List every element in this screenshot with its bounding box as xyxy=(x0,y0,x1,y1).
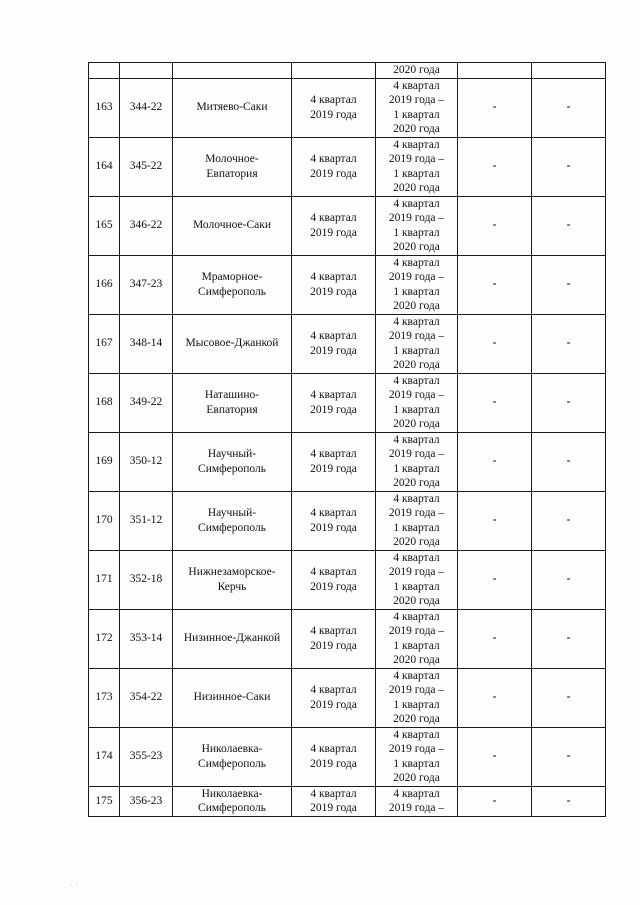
cell-empty xyxy=(532,63,606,79)
cell-dash: - xyxy=(458,786,532,816)
cell-period: 4 квартал 2019 года – 1 квартал 2020 года xyxy=(376,550,458,609)
cell-start-date: 4 квартал 2019 года xyxy=(292,196,376,255)
cell-dash: - xyxy=(458,78,532,137)
cell-dash: - xyxy=(532,609,606,668)
cell-dash: - xyxy=(458,137,532,196)
table-row xyxy=(89,550,606,609)
cell-dash: - xyxy=(532,314,606,373)
table-row xyxy=(89,727,606,786)
table-row xyxy=(89,196,606,255)
table-row xyxy=(89,786,606,816)
cell-start-date: 4 квартал 2019 года xyxy=(292,550,376,609)
cell-route-code: 354-22 xyxy=(120,668,173,727)
cell-start-date: 4 квартал 2019 года xyxy=(292,668,376,727)
cell-dash: - xyxy=(532,491,606,550)
cell-route-code: 356-23 xyxy=(120,786,173,816)
cell-start-date: 4 квартал 2019 года xyxy=(292,314,376,373)
cell-period: 4 квартал 2019 года – 1 квартал 2020 года xyxy=(376,609,458,668)
cell-route-code: 350-12 xyxy=(120,432,173,491)
cell-dash: - xyxy=(532,550,606,609)
cell-route-code: 344-22 xyxy=(120,78,173,137)
cell-route-name: Низинное-Саки xyxy=(173,668,292,727)
cell-route-name: Николаевка- Симферополь xyxy=(173,727,292,786)
cell-dash: - xyxy=(532,432,606,491)
cell-dash: - xyxy=(458,314,532,373)
cell-row-number: 163 xyxy=(89,78,120,137)
cell-route-code: 346-22 xyxy=(120,196,173,255)
cell-route-name: Нижнезаморское- Керчь xyxy=(173,550,292,609)
cell-dash: - xyxy=(458,255,532,314)
cell-period: 4 квартал 2019 года – 1 квартал 2020 года xyxy=(376,137,458,196)
cell-route-code: 352-18 xyxy=(120,550,173,609)
cell-route-name: Наташино- Евпатория xyxy=(173,373,292,432)
cell-period: 4 квартал 2019 года – 1 квартал 2020 года xyxy=(376,196,458,255)
cell-dash: - xyxy=(458,491,532,550)
cell-row-number: 174 xyxy=(89,727,120,786)
cell-period: 4 квартал 2019 года – 1 квартал 2020 года xyxy=(376,314,458,373)
table-row xyxy=(89,137,606,196)
cell-dash: - xyxy=(458,609,532,668)
table-row-continuation xyxy=(89,63,606,79)
cell-route-code: 351-12 xyxy=(120,491,173,550)
cell-period: 4 квартал 2019 года – 1 квартал 2020 года xyxy=(376,727,458,786)
cell-dash: - xyxy=(532,373,606,432)
cell-row-number: 169 xyxy=(89,432,120,491)
cell-dash: - xyxy=(458,373,532,432)
cell-row-number: 170 xyxy=(89,491,120,550)
cell-row-number: 173 xyxy=(89,668,120,727)
table-row xyxy=(89,432,606,491)
cell-start-date: 4 квартал 2019 года xyxy=(292,432,376,491)
cell-dash: - xyxy=(532,78,606,137)
cell-period: 4 квартал 2019 года – 1 квартал 2020 года xyxy=(376,432,458,491)
cell-dash: - xyxy=(532,137,606,196)
cell-route-code: 353-14 xyxy=(120,609,173,668)
cell-row-number: 167 xyxy=(89,314,120,373)
cell-dash: - xyxy=(458,196,532,255)
cell-dash: - xyxy=(532,727,606,786)
table-row xyxy=(89,314,606,373)
cell-row-number: 165 xyxy=(89,196,120,255)
table-row xyxy=(89,668,606,727)
cell-route-name: Низинное-Джанкой xyxy=(173,609,292,668)
route-schedule-table xyxy=(88,62,606,817)
cell-row-number: 168 xyxy=(89,373,120,432)
cell-route-name: Научный- Симферополь xyxy=(173,432,292,491)
cell-period: 2020 года xyxy=(376,63,458,79)
cell-route-name: Мысовое-Джанкой xyxy=(173,314,292,373)
cell-empty xyxy=(120,63,173,79)
cell-row-number: 171 xyxy=(89,550,120,609)
cell-start-date: 4 квартал 2019 года xyxy=(292,786,376,816)
cell-dash: - xyxy=(458,668,532,727)
cell-dash: - xyxy=(458,727,532,786)
cell-start-date: 4 квартал 2019 года xyxy=(292,78,376,137)
cell-route-code: 347-23 xyxy=(120,255,173,314)
cell-route-code: 355-23 xyxy=(120,727,173,786)
cell-row-number: 172 xyxy=(89,609,120,668)
table-row xyxy=(89,609,606,668)
cell-route-code: 345-22 xyxy=(120,137,173,196)
cell-row-number: 166 xyxy=(89,255,120,314)
table-row xyxy=(89,255,606,314)
cell-route-name: Мраморное- Симферополь xyxy=(173,255,292,314)
cell-dash: - xyxy=(532,668,606,727)
cell-dash: - xyxy=(532,786,606,816)
cell-empty xyxy=(89,63,120,79)
cell-route-name: Николаевка- Симферополь xyxy=(173,786,292,816)
cell-start-date: 4 квартал 2019 года xyxy=(292,727,376,786)
cell-row-number: 175 xyxy=(89,786,120,816)
table-row xyxy=(89,78,606,137)
cell-period: 4 квартал 2019 года – 1 квартал 2020 года xyxy=(376,668,458,727)
cell-dash: - xyxy=(458,550,532,609)
scan-speck: · · xyxy=(70,880,79,890)
cell-empty xyxy=(173,63,292,79)
cell-start-date: 4 квартал 2019 года xyxy=(292,373,376,432)
cell-start-date: 4 квартал 2019 года xyxy=(292,137,376,196)
cell-route-name: Молочное-Саки xyxy=(173,196,292,255)
cell-route-name: Молочное- Евпатория xyxy=(173,137,292,196)
cell-dash: - xyxy=(532,255,606,314)
cell-route-code: 349-22 xyxy=(120,373,173,432)
cell-empty xyxy=(292,63,376,79)
cell-start-date: 4 квартал 2019 года xyxy=(292,491,376,550)
cell-route-name: Митяево-Саки xyxy=(173,78,292,137)
cell-dash: - xyxy=(532,196,606,255)
cell-dash: - xyxy=(458,432,532,491)
cell-route-name: Научный- Симферополь xyxy=(173,491,292,550)
table-row xyxy=(89,373,606,432)
cell-start-date: 4 квартал 2019 года xyxy=(292,255,376,314)
cell-period: 4 квартал 2019 года – 1 квартал 2020 года xyxy=(376,491,458,550)
cell-period: 4 квартал 2019 года – 1 квартал 2020 года xyxy=(376,78,458,137)
cell-period: 4 квартал 2019 года – xyxy=(376,786,458,816)
cell-start-date: 4 квартал 2019 года xyxy=(292,609,376,668)
cell-empty xyxy=(458,63,532,79)
cell-period: 4 квартал 2019 года – 1 квартал 2020 года xyxy=(376,373,458,432)
cell-row-number: 164 xyxy=(89,137,120,196)
cell-route-code: 348-14 xyxy=(120,314,173,373)
cell-period: 4 квартал 2019 года – 1 квартал 2020 года xyxy=(376,255,458,314)
table-row xyxy=(89,491,606,550)
